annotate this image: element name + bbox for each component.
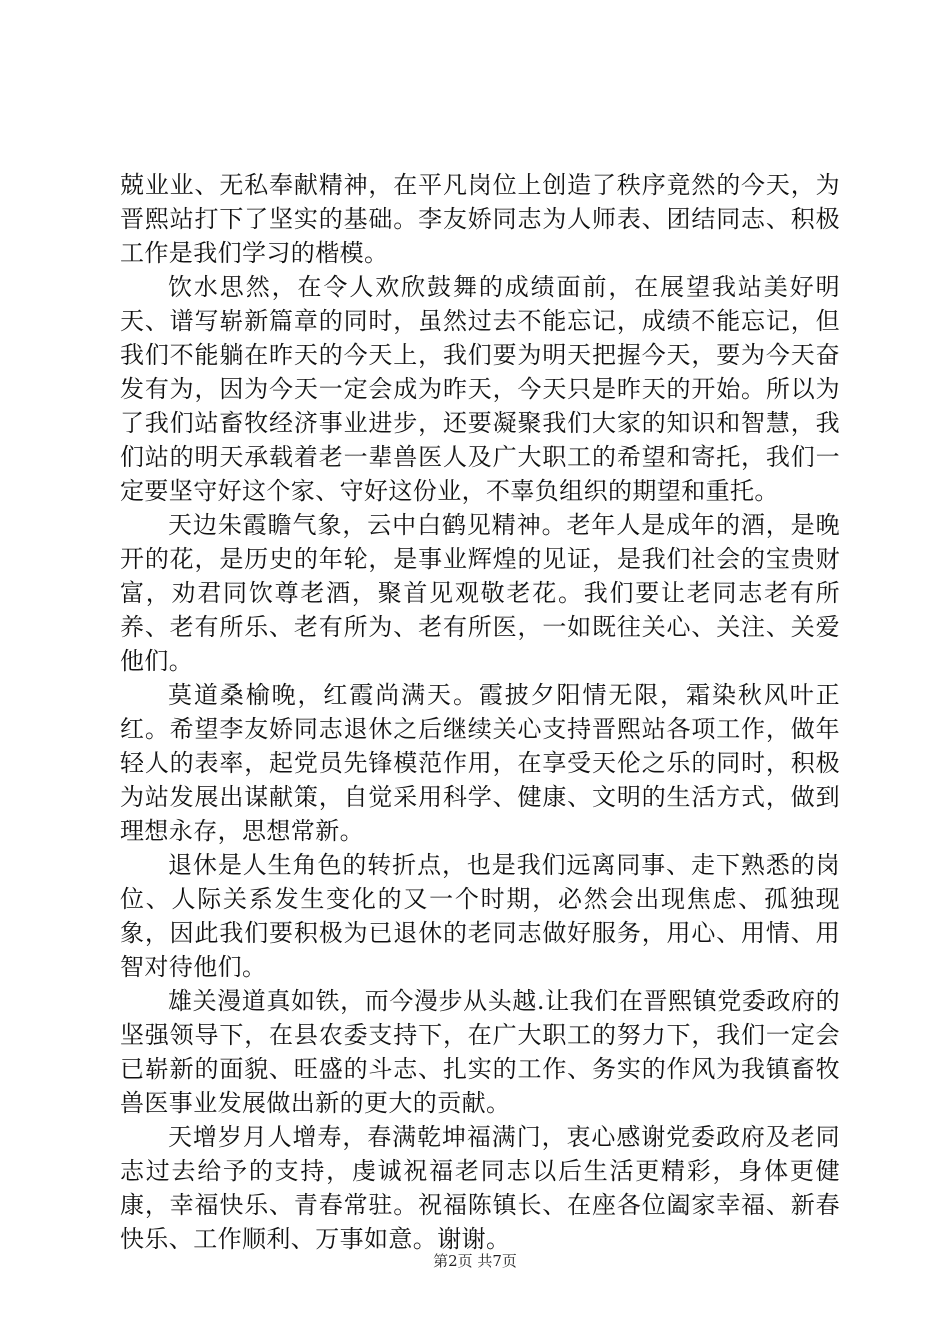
paragraph-4: 莫道桑榆晚，红霞尚满天。霞披夕阳情无限，霜染秋风叶正红。希望李友娇同志退休之后继续关心支持晋熙站各项工作，做年轻人的表率，起党员先锋模范作用，在享受天伦之乐的同时，积极为站发展出谋献策，自觉采用科学、健康、文明的生活方式，做到理想永存，思想常新。 [120, 681, 840, 845]
paragraph-3: 天边朱霞瞻气象，云中白鹤见精神。老年人是成年的酒，是晚开的花，是历史的年轮，是事业辉煌的见证，是我们社会的宝贵财富，劝君同饮尊老酒，聚首见观敬老花。我们要让老同志老有所养、老有所乐、老有所为、老有所医，一如既往关心、关注、关爱他们。 [120, 511, 840, 675]
paragraph-6: 雄关漫道真如铁，而今漫步从头越.让我们在晋熙镇党委政府的坚强领导下，在县农委支持下，在广大职工的努力下，我们一定会已崭新的面貌、旺盛的斗志、扎实的工作、务实的作风为我镇畜牧兽医事业发展做出新的更大的贡献。 [120, 987, 840, 1117]
paragraph-5: 退休是人生角色的转折点，也是我们远离同事、走下熟悉的岗位、人际关系发生变化的又一个时期，必然会出现焦虑、孤独现象，因此我们要积极为已退休的老同志做好服务，用心、用情、用智对待他们。 [120, 851, 840, 981]
paragraph-2: 饮水思然，在令人欢欣鼓舞的成绩面前，在展望我站美好明天、谱写崭新篇章的同时，虽然过去不能忘记，成绩不能忘记，但我们不能躺在昨天的今天上，我们要为明天把握今天，要为今天奋发有为，因为今天一定会成为昨天，今天只是昨天的开始。所以为了我们站畜牧经济事业进步，还要凝聚我们大家的知识和智慧，我们站的明天承载着老一辈兽医人及广大职工的希望和寄托，我们一定要坚守好这个家、守好这份业，不辜负组织的期望和重托。 [120, 273, 840, 505]
paragraph-1: 兢业业、无私奉献精神，在平凡岗位上创造了秩序竟然的今天，为晋熙站打下了坚实的基础。李友娇同志为人师表、团结同志、积极工作是我们学习的楷模。 [120, 171, 840, 267]
paragraph-7: 天增岁月人增寿，春满乾坤福满门，衷心感谢党委政府及老同志过去给予的支持，虔诚祝福老同志以后生活更精彩，身体更健康，幸福快乐、青春常驻。祝福陈镇长、在座各位阖家幸福、新春快乐、工作顺利、万事如意。谢谢。 [120, 1123, 840, 1253]
document-body [120, 168, 840, 1256]
page-number-footer: 第2页 共7页 [433, 1252, 517, 1270]
